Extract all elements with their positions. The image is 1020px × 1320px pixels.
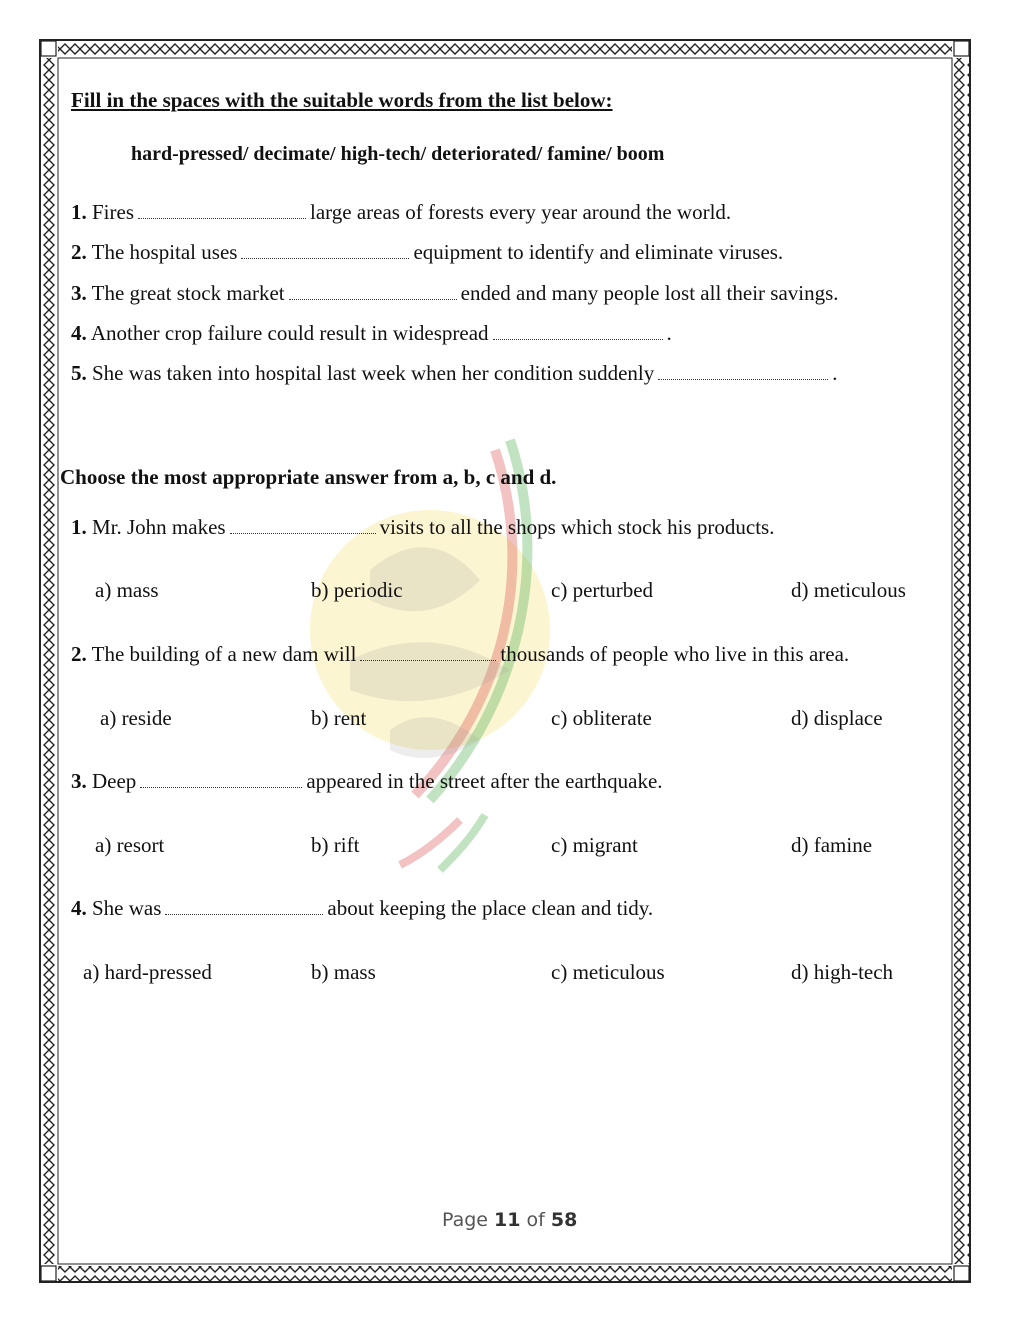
blank-field[interactable] — [493, 325, 663, 340]
question-text-before: Deep — [92, 769, 137, 793]
item-number: 5. — [71, 361, 87, 385]
question-text-before: The building of a new dam will — [91, 642, 357, 666]
page-label: Page — [442, 1209, 488, 1231]
question-text-after: visits to all the shops which stock his products. — [379, 515, 775, 539]
option-a[interactable]: a) mass — [95, 578, 159, 602]
choose-heading: Choose the most appropriate answer from a, b, c and d. — [60, 465, 557, 489]
option-c[interactable]: c) meticulous — [551, 960, 665, 984]
word-list: hard-pressed/ decimate/ high-tech/ deteriorated/ famine/ boom — [131, 143, 665, 165]
question-text-before: She was — [92, 896, 162, 920]
question-number: 4. — [71, 896, 87, 920]
item-text-after: ended and many people lost all their savings. — [460, 281, 839, 305]
page-number — [442, 1209, 577, 1231]
question-text-after: about keeping the place clean and tidy. — [327, 896, 654, 920]
item-number: 3. — [71, 281, 87, 305]
option-b[interactable]: b) mass — [311, 960, 376, 984]
fill-item-3 — [71, 281, 839, 306]
question-text-after: thousands of people who live in this area. — [500, 642, 850, 666]
item-text-before: Another crop failure could result in widespread — [90, 321, 489, 345]
question-number: 3. — [71, 769, 87, 793]
blank-field[interactable] — [165, 900, 323, 915]
option-d[interactable]: d) meticulous — [791, 578, 906, 602]
option-c[interactable]: c) perturbed — [551, 578, 654, 602]
item-text-after: . — [832, 361, 838, 385]
blank-field[interactable] — [138, 204, 306, 219]
item-text-after: equipment to identify and eliminate viruses. — [413, 240, 784, 264]
fill-item-5 — [71, 361, 837, 386]
mc-question-2 — [71, 642, 849, 667]
current-page: 11 — [494, 1209, 521, 1231]
item-number: 4. — [71, 321, 87, 345]
option-b[interactable]: b) rift — [311, 833, 360, 857]
item-text-after: . — [666, 321, 672, 345]
option-d[interactable]: d) displace — [791, 706, 883, 730]
fill-item-2 — [71, 240, 783, 265]
option-b[interactable]: b) periodic — [311, 578, 403, 602]
blank-field[interactable] — [140, 773, 302, 788]
fill-in-heading: Fill in the spaces with the suitable words from the list below: — [71, 88, 613, 112]
page-of-label: of — [526, 1209, 545, 1231]
option-b[interactable]: b) rent — [311, 706, 367, 730]
mc-question-3 — [71, 769, 663, 794]
mc-question-1 — [71, 515, 774, 540]
blank-field[interactable] — [360, 646, 496, 661]
option-d[interactable]: d) famine — [791, 833, 873, 857]
option-c[interactable]: c) migrant — [551, 833, 638, 857]
mc-question-4 — [71, 896, 653, 921]
option-c[interactable]: c) obliterate — [551, 706, 652, 730]
item-text-after: large areas of forests every year around the world. — [310, 200, 732, 224]
fill-item-4 — [71, 321, 672, 346]
blank-field[interactable] — [241, 244, 409, 259]
item-text-before: She was taken into hospital last week when her condition suddenly — [92, 361, 655, 385]
option-a[interactable]: a) reside — [100, 706, 172, 730]
item-text-before: The great stock market — [91, 281, 285, 305]
blank-field[interactable] — [289, 285, 457, 300]
item-text-before: The hospital uses — [91, 240, 238, 264]
blank-field[interactable] — [658, 365, 828, 380]
item-number: 1. — [71, 200, 87, 224]
question-text-after: appeared in the street after the earthquake. — [306, 769, 663, 793]
option-a[interactable]: a) resort — [95, 833, 165, 857]
item-text-before: Fires — [92, 200, 134, 224]
blank-field[interactable] — [230, 519, 376, 534]
total-pages: 58 — [550, 1209, 578, 1231]
question-text-before: Mr. John makes — [92, 515, 226, 539]
option-d[interactable]: d) high-tech — [791, 960, 894, 984]
option-a[interactable]: a) hard-pressed — [83, 960, 212, 984]
fill-item-1 — [71, 200, 731, 225]
item-number: 2. — [71, 240, 87, 264]
question-number: 1. — [71, 515, 87, 539]
question-number: 2. — [71, 642, 87, 666]
